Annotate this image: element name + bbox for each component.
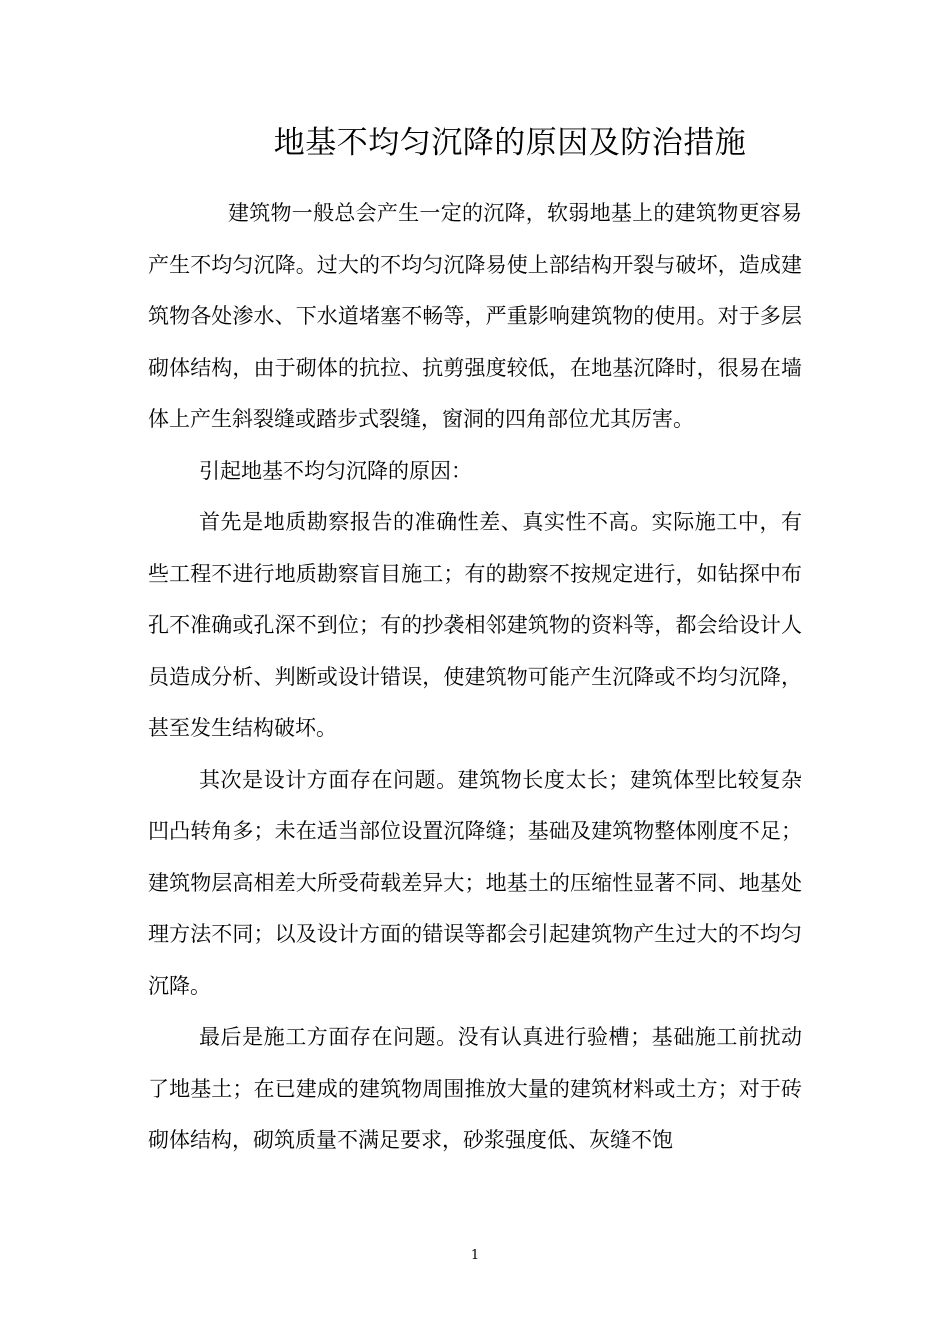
document-title: 地基不均匀沉降的原因及防治措施 (273, 125, 747, 161)
paragraph-cause-construction: 最后是施工方面存在问题。没有认真进行验槽；基础施工前扰动了地基土；在已建成的建筑物周围推放大量的建筑材料或土方；对于砖砌体结构，砌筑质量不满足要求，砂浆强度低、灰缝不饱 (148, 1025, 802, 1152)
paragraph-cause-design: 其次是设计方面存在问题。建筑物长度太长；建筑体型比较复杂凹凸转角多；未在适当部位设置沉降缝；基础及建筑物整体刚度不足；建筑物层高相差大所受荷载差异大；地基土的压缩性显著不同、地基处理方法不同；以及设计方面的错误等都会引起建筑物产生过大的不均匀沉降。 (148, 767, 802, 998)
page-number: 1 (470, 1248, 480, 1263)
document-body (148, 188, 802, 1167)
paragraph-intro: 建筑物一般总会产生一定的沉降，软弱地基上的建筑物更容易产生不均匀沉降。过大的不均匀沉降易使上部结构开裂与破坏，造成建筑物各处渗水、下水道堵塞不畅等，严重影响建筑物的使用。对于多层砌体结构，由于砌体的抗拉、抗剪强度较低，在地基沉降时，很易在墙体上产生斜裂缝或踏步式裂缝，窗洞的四角部位尤其厉害。 (148, 201, 802, 431)
paragraph-cause-survey: 首先是地质勘察报告的准确性差、真实性不高。实际施工中，有些工程不进行地质勘察盲目施工；有的勘察不按规定进行，如钻探中布孔不准确或孔深不到位；有的抄袭相邻建筑物的资料等，都会给设计人员造成分析、判断或设计错误，使建筑物可能产生沉降或不均匀沉降，甚至发生结构破坏。 (148, 510, 802, 740)
paragraph-causes-heading: 引起地基不均匀沉降的原因： (199, 458, 472, 483)
